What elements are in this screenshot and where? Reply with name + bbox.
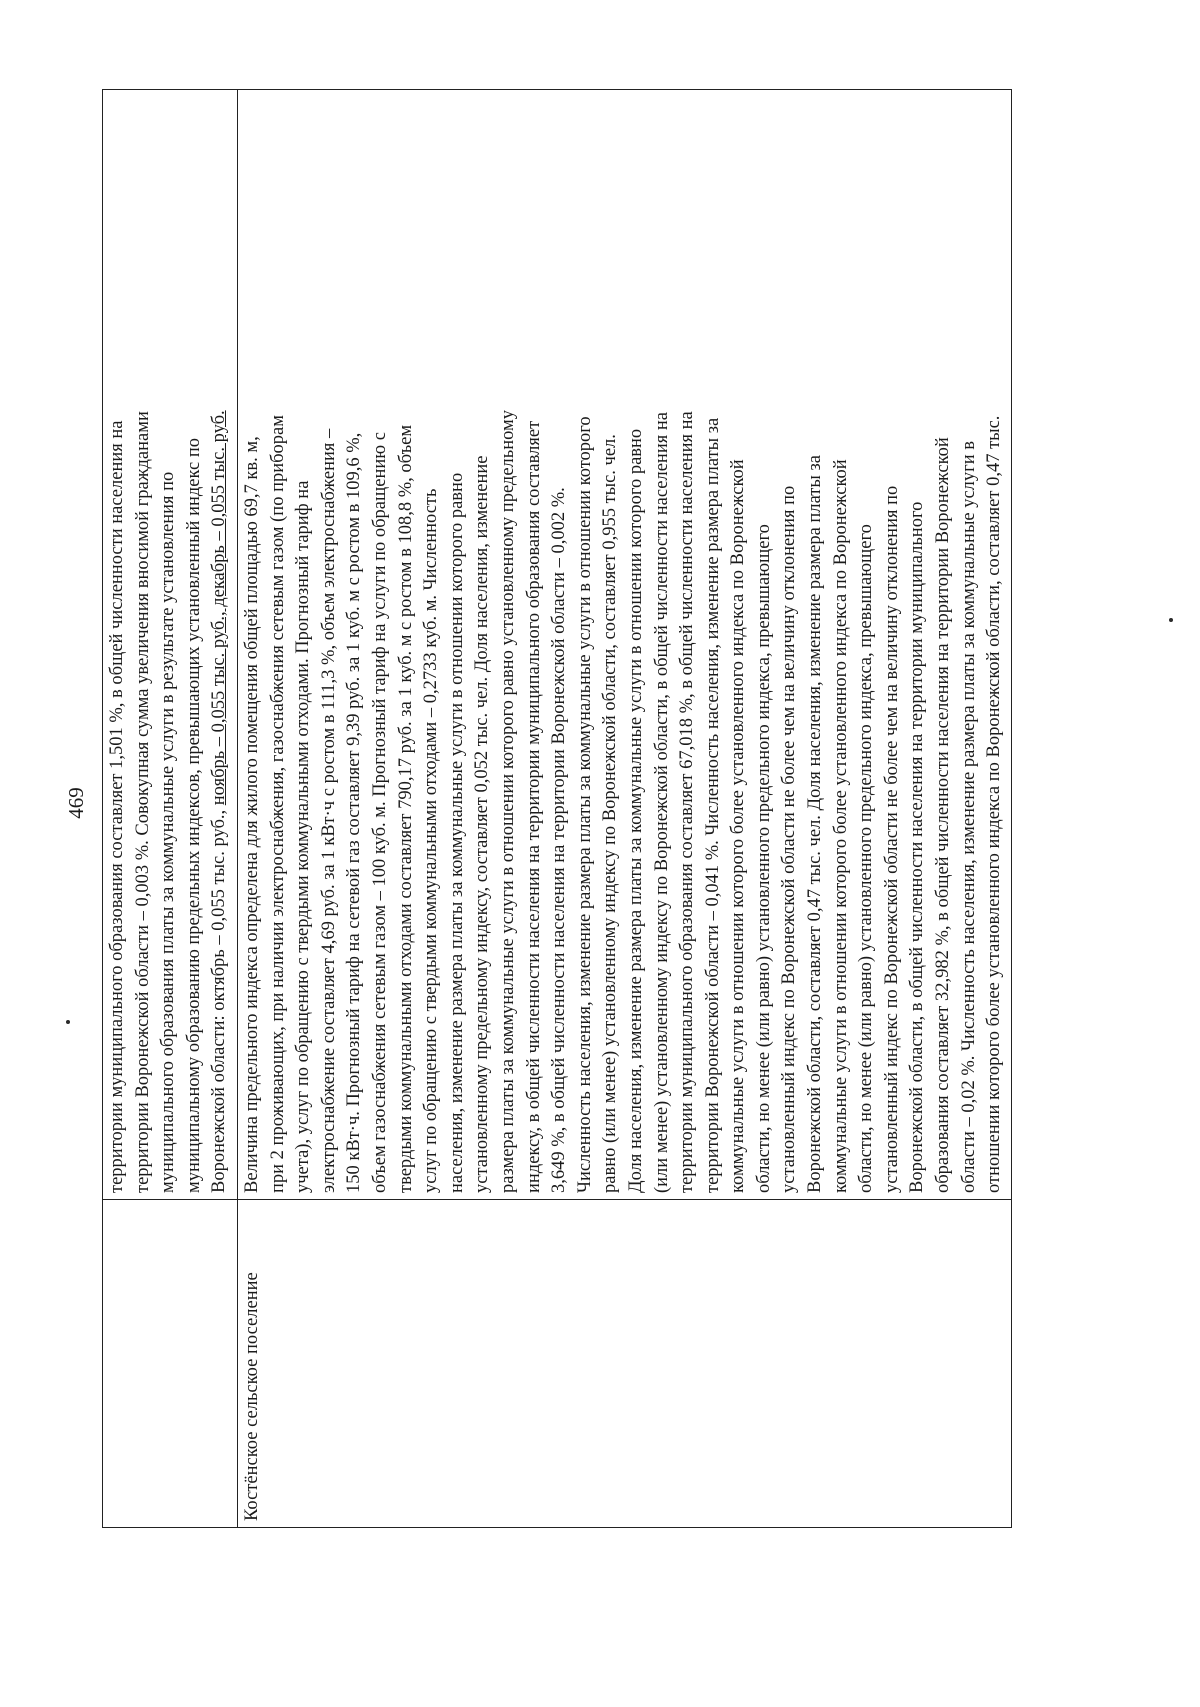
text-line: территории Воронежской области – 0,041 %. Численность населения, изменение размера платы за bbox=[702, 417, 723, 1193]
text-line: территории Воронежской области – 0,003 %. Совокупная сумма увеличения вносимой гражданами bbox=[132, 411, 153, 1193]
text-line: равно (или менее) установленному индексу по Воронежской области, составляет 0,955 тыс. чел. bbox=[600, 434, 621, 1193]
text-line: размера платы за коммунальные услуги в отношении которого равно установленному предельному bbox=[497, 410, 518, 1193]
text-line bbox=[207, 96, 233, 1193]
text-line: 3,649 %, в общей численности населения на территории Воронежской области – 0,002 %. bbox=[549, 487, 570, 1193]
text-line: услуг по обращению с твердыми коммунальными отходами – 0,2733 куб. м. Численность bbox=[421, 488, 442, 1193]
table-row bbox=[238, 90, 1012, 1528]
municipality-name-cell: Костёнское сельское поселение bbox=[238, 1200, 1012, 1528]
text-line: установленный индекс по Воронежской области не более чем на величину отклонения по bbox=[881, 485, 902, 1193]
scan-speck bbox=[66, 1020, 70, 1024]
table-row bbox=[103, 90, 238, 1528]
text-line: территории муниципального образования составляет 1,501 %, в общей численности населения на bbox=[107, 420, 127, 1193]
text-line: Величина предельного индекса определена для жилого помещения общей площадью 69,7 кв. м, bbox=[242, 436, 262, 1193]
text-line: коммунальные услуги в отношении которого более установленного индекса по Воронежской bbox=[728, 459, 749, 1193]
scan-speck bbox=[1169, 618, 1173, 622]
text-line: отношении которого более установленного индекса по Воронежской области, составляет 0,47 тыс. bbox=[984, 415, 1005, 1193]
text-line: муниципального образования платы за коммунальные услуги в результате установления по bbox=[158, 471, 179, 1193]
text-line: территории муниципального образования составляет 67,018 %, в общей численности населения на bbox=[677, 411, 698, 1193]
text-line: (или менее) установленному индексу по Воронежской области, в общей численности населения на bbox=[651, 412, 672, 1193]
text-line: индексу, в общей численности населения на территории муниципального образования составляет bbox=[523, 420, 544, 1193]
text-line: населения, изменение размера платы за коммунальные услуги в отношении которого равно bbox=[446, 472, 467, 1193]
continuation-paragraph bbox=[105, 96, 233, 1193]
text-line: при 2 проживающих, при наличии электроснабжения, газоснабжения сетевым газом (по приборам bbox=[267, 415, 288, 1193]
rotated-table-container bbox=[102, 90, 1071, 1528]
text-line: Численность населения, изменение размера платы за коммунальные услуги в отношении которого bbox=[574, 416, 595, 1193]
text-line: твердыми коммунальными отходами составляет 790,17 руб. за 1 куб. м с ростом в 108,8 %, объем bbox=[395, 424, 416, 1193]
continuation-text-cell bbox=[103, 90, 238, 1200]
page-number: 469 bbox=[63, 787, 88, 819]
text-line: коммунальные услуги в отношении которого более установленного индекса по Воронежской bbox=[830, 459, 851, 1193]
text-line: муниципальному образованию предельных индексов, превышающих установленный индекс по bbox=[183, 437, 204, 1193]
text-line: области, но менее (или равно) установленного предельного индекса, превышающего bbox=[753, 524, 774, 1193]
description-paragraph bbox=[240, 96, 1008, 1193]
data-table bbox=[102, 89, 1012, 1528]
description-text-cell bbox=[238, 90, 1012, 1200]
empty-name-cell bbox=[103, 1200, 238, 1528]
text-line: установленному предельному индексу, составляет 0,052 тыс. чел. Доля населения, изменение bbox=[472, 455, 493, 1193]
text-line: Воронежской области, в общей численности населения на территории муниципального bbox=[907, 501, 928, 1193]
text-line: 150 кВт·ч. Прогнозный тариф на сетевой газ составляет 9,39 руб. за 1 куб. м с ростом в 109,6 %, bbox=[344, 432, 365, 1193]
text-line: объем газоснабжения сетевым газом – 100 куб. м. Прогнозный тариф на услуги по обращению с bbox=[369, 432, 390, 1193]
text-fragment: Воронежской области: октябрь – 0,055 тыс. руб., bbox=[209, 805, 230, 1193]
text-line: области, но менее (или равно) установленного предельного индекса, превышающего bbox=[856, 524, 877, 1193]
text-line: образования составляет 32,982 %, в общей численности населения на территории Воронежской bbox=[933, 437, 954, 1193]
text-line: учета), услуг по обращению с твердыми коммунальными отходами. Прогнозный тариф на bbox=[293, 480, 314, 1193]
text-line: Доля населения, изменение размера платы за коммунальные услуги в отношении которого равно bbox=[625, 428, 646, 1193]
text-line: Воронежской области, составляет 0,47 тыс. чел. Доля населения, изменение размера платы за bbox=[805, 455, 826, 1193]
text-line: установленный индекс по Воронежской области не более чем на величину отклонения по bbox=[779, 485, 800, 1193]
text-line: электроснабжение составляет 4,69 руб. за 1 кВт·ч с ростом в 111,3 %, объем электроснабжения – bbox=[318, 428, 339, 1193]
text-line: области – 0,02 %. Численность населения, изменение размера платы за коммунальные услуги в bbox=[958, 441, 979, 1193]
underlined-fragment: ноябрь – 0,055 тыс. руб., декабрь – 0,055 тыс. руб. bbox=[209, 410, 230, 806]
